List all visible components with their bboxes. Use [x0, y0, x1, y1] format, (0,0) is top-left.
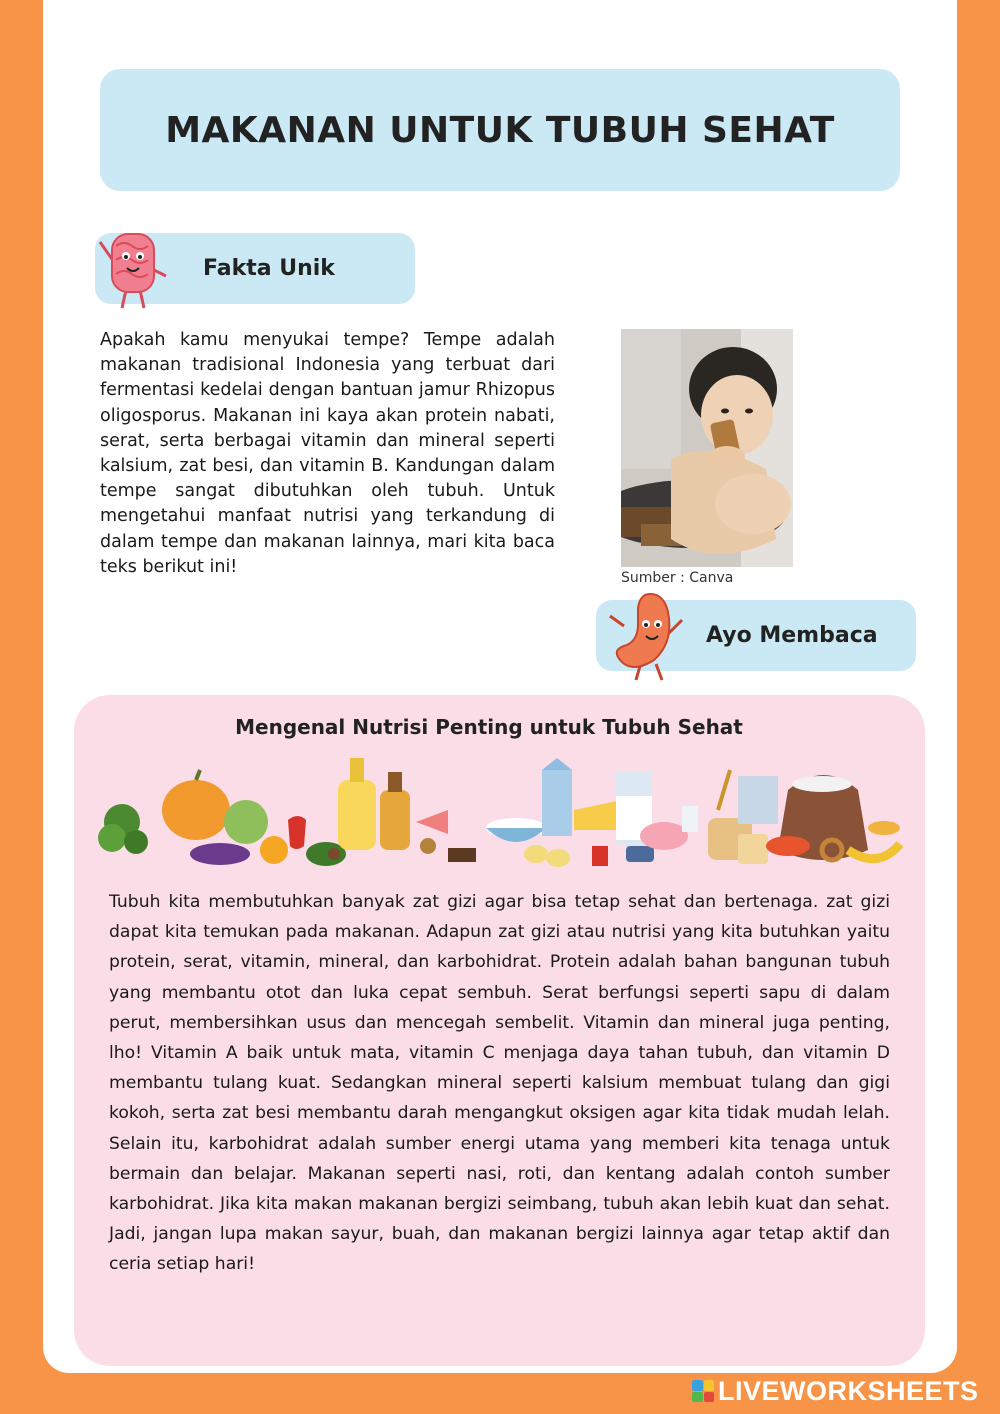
page-title: MAKANAN UNTUK TUBUH SEHAT	[165, 109, 835, 151]
title-banner	[100, 69, 900, 191]
brand-name: LIVEWORKSHEETS	[718, 1375, 979, 1406]
intestine-mascot-icon	[92, 228, 174, 312]
food-illustration	[98, 750, 904, 878]
child-eating-tempe-photo	[621, 329, 793, 567]
liveworksheets-logo	[692, 1375, 979, 1407]
liveworksheets-mark-icon	[692, 1380, 714, 1402]
reading-section	[74, 695, 925, 1366]
ayo-membaca-label: Ayo Membaca	[706, 623, 878, 648]
fakta-unik-label: Fakta Unik	[203, 256, 335, 281]
fakta-unik-paragraph: Apakah kamu menyukai tempe? Tempe adalah makanan tradisional Indonesia yang terbuat dari fermentasi kedelai dengan bantuan jamur Rhizopus oligosporus. Makanan ini kaya akan protein nabati, serat, serta berbagai vitamin dan mineral seperti kalsium, zat besi, dan vitamin B. Kandungan dalam tempe sangat dibutuhkan oleh tubuh. Untuk mengetahui manfaat nutrisi yang terkandung di dalam tempe dan makanan lainnya, mari kita baca teks berikut ini!	[100, 330, 555, 577]
photo-caption: Sumber : Canva	[621, 570, 734, 586]
stomach-mascot-icon	[606, 590, 688, 682]
reading-paragraph: Tubuh kita membutuhkan banyak zat gizi agar bisa tetap sehat dan bertenaga. zat gizi dapat kita temukan pada makanan. Adapun zat gizi atau nutrisi yang kita butuhkan yaitu protein, serat, vitamin, mineral, dan karbohidrat. Protein adalah bahan bangunan tubuh yang membantu otot dan luka cepat sembuh. Serat berfungsi seperti sapu di dalam perut, membersihkan usus dan mencegah sembelit. Vitamin dan mineral juga penting, lho! Vitamin A baik untuk mata, vitamin C menjaga daya tahan tubuh, dan vitamin D membantu tulang kuat. Sedangkan mineral seperti kalsium membuat tulang dan gigi kokoh, serta zat besi membantu darah mengangkut oksigen agar kita tidak mudah lelah. Selain itu, karbohidrat adalah sumber energi utama yang memberi kita tenaga untuk bermain dan belajar. Makanan seperti nasi, roti, dan kentang adalah contoh sumber karbohidrat. Jika kita makan makanan bergizi seimbang, tubuh akan lebih kuat dan sehat. Jadi, jangan lupa makan sayur, buah, dan makanan bergizi lainnya agar tetap aktif dan ceria setiap hari!	[109, 892, 890, 1275]
reading-heading: Mengenal Nutrisi Penting untuk Tubuh Sehat	[235, 715, 743, 739]
